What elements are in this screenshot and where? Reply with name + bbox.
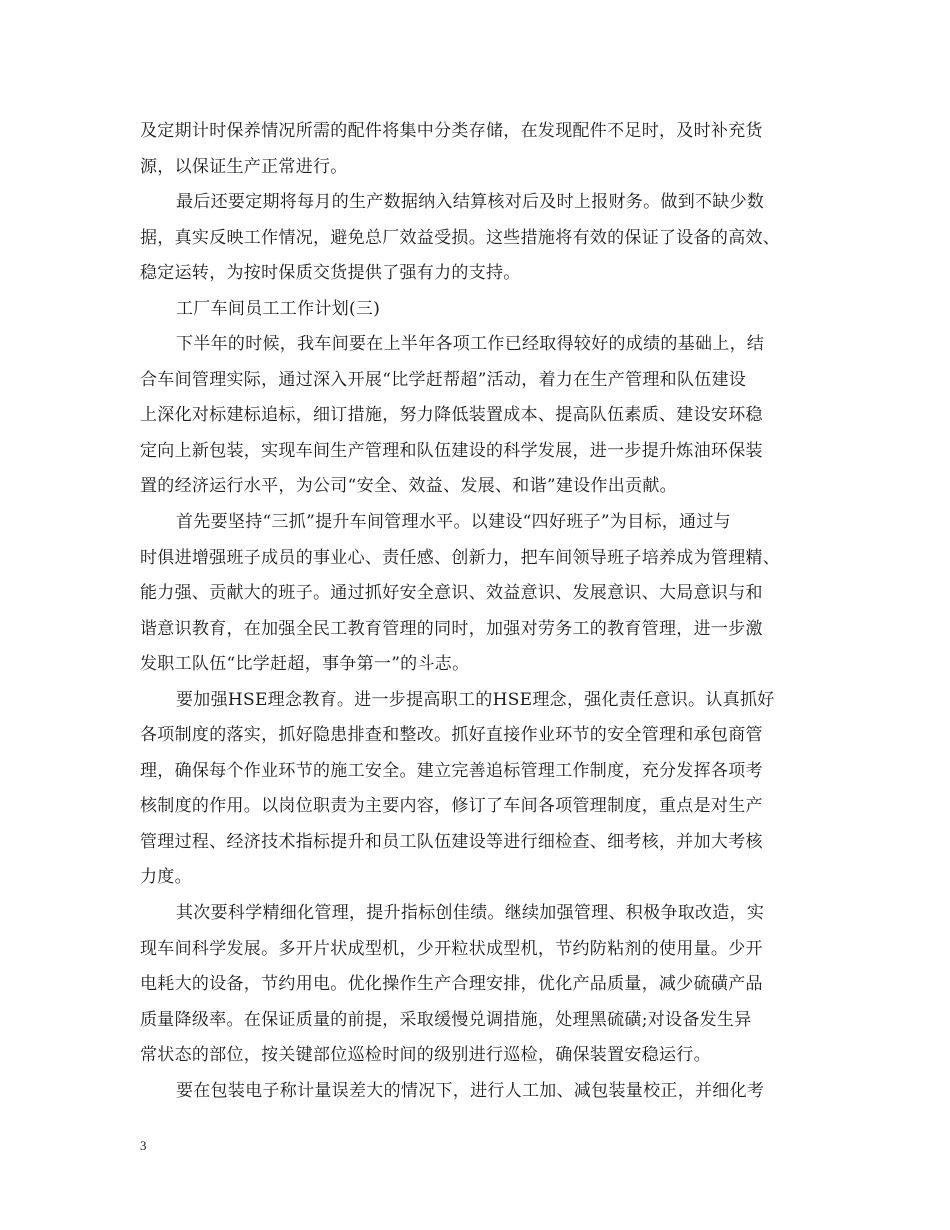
text-line: 发职工队伍“比学赶超，事争第一”的斗志。 xyxy=(140,654,470,675)
text-line: 力度。 xyxy=(140,867,192,888)
text-line: 质量降级率。在保证质量的前提，采取缓慢兑调措施，处理黑硫磺;对设备发生异 xyxy=(140,1009,752,1030)
document-body xyxy=(140,114,820,1109)
text-line: 合车间管理实际，通过深入开展“比学赶帮超”活动，着力在生产管理和队伍建设 xyxy=(140,369,747,390)
text-line: 其次要科学精细化管理，提升指标创佳绩。继续加强管理、积极争取改造，实 xyxy=(176,903,765,924)
text-line: 理，确保每个作业环节的施工安全。建立完善追标管理工作制度，充分发挥各项考 xyxy=(140,760,763,781)
text-line: 要加强HSE理念教育。进一步提高职工的HSE理念，强化责任意识。认真抓好 xyxy=(176,689,775,710)
text-line: 现车间科学发展。多开片状成型机，少开粒状成型机，节约防粘剂的使用量。少开 xyxy=(140,938,763,959)
text-line: 时俱进增强班子成员的事业心、责任感、创新力，把车间领导班子培养成为管理精、 xyxy=(140,547,781,568)
text-line: 工厂车间员工工作计划(三) xyxy=(176,298,381,319)
text-line: 各项制度的落实，抓好隐患排查和整改。抓好直接作业环节的安全管理和承包商管 xyxy=(140,725,763,746)
text-line: 要在包装电子称计量误差大的情况下，进行人工加、减包装量校正，并细化考 xyxy=(176,1080,765,1101)
page-number: 3 xyxy=(140,1138,147,1153)
text-line: 置的经济运行水平，为公司“安全、效益、发展、和谐”建设作出贡献。 xyxy=(140,476,677,497)
text-line: 下半年的时候，我车间要在上半年各项工作已经取得较好的成绩的基础上，结 xyxy=(176,334,765,355)
text-line: 及定期计时保养情况所需的配件将集中分类存储，在发现配件不足时，及时补充货 xyxy=(140,121,763,141)
text-line: 管理过程、经济技术指标提升和员工队伍建设等进行细检查、细考核，并加大考核 xyxy=(140,831,763,852)
text-line: 稳定运转，为按时保质交货提供了强有力的支持。 xyxy=(140,263,521,284)
text-line: 首先要坚持“三抓”提升车间管理水平。以建设“四好班子”为目标，通过与 xyxy=(176,512,731,533)
text-line: 能力强、贡献大的班子。通过抓好安全意识、效益意识、发展意识、大局意识与和 xyxy=(140,583,763,604)
text-line: 谐意识教育，在加强全民工教育管理的同时，加强对劳务工的教育管理，进一步激 xyxy=(140,618,763,639)
text-line: 源，以保证生产正常进行。 xyxy=(140,156,348,177)
text-line: 上深化对标建标追标，细订措施，努力降低装置成本、提高队伍素质、建设安环稳 xyxy=(140,405,763,426)
text-line: 最后还要定期将每月的生产数据纳入结算核对后及时上报财务。做到不缺少数 xyxy=(176,192,765,213)
text-line: 电耗大的设备，节约用电。优化操作生产合理安排，优化产品质量，减少硫磺产品 xyxy=(140,974,763,995)
text-line: 常状态的部位，按关键部位巡检时间的级别进行巡检，确保装置安稳运行。 xyxy=(140,1045,711,1066)
text-line: 定向上新包装，实现车间生产管理和队伍建设的科学发展，进一步提升炼油环保装 xyxy=(140,440,763,461)
text-line: 据，真实反映工作情况，避免总厂效益受损。这些措施将有效的保证了设备的高效、 xyxy=(140,227,781,248)
text-line: 核制度的作用。以岗位职责为主要内容，修订了车间各项管理制度，重点是对生产 xyxy=(140,796,763,817)
